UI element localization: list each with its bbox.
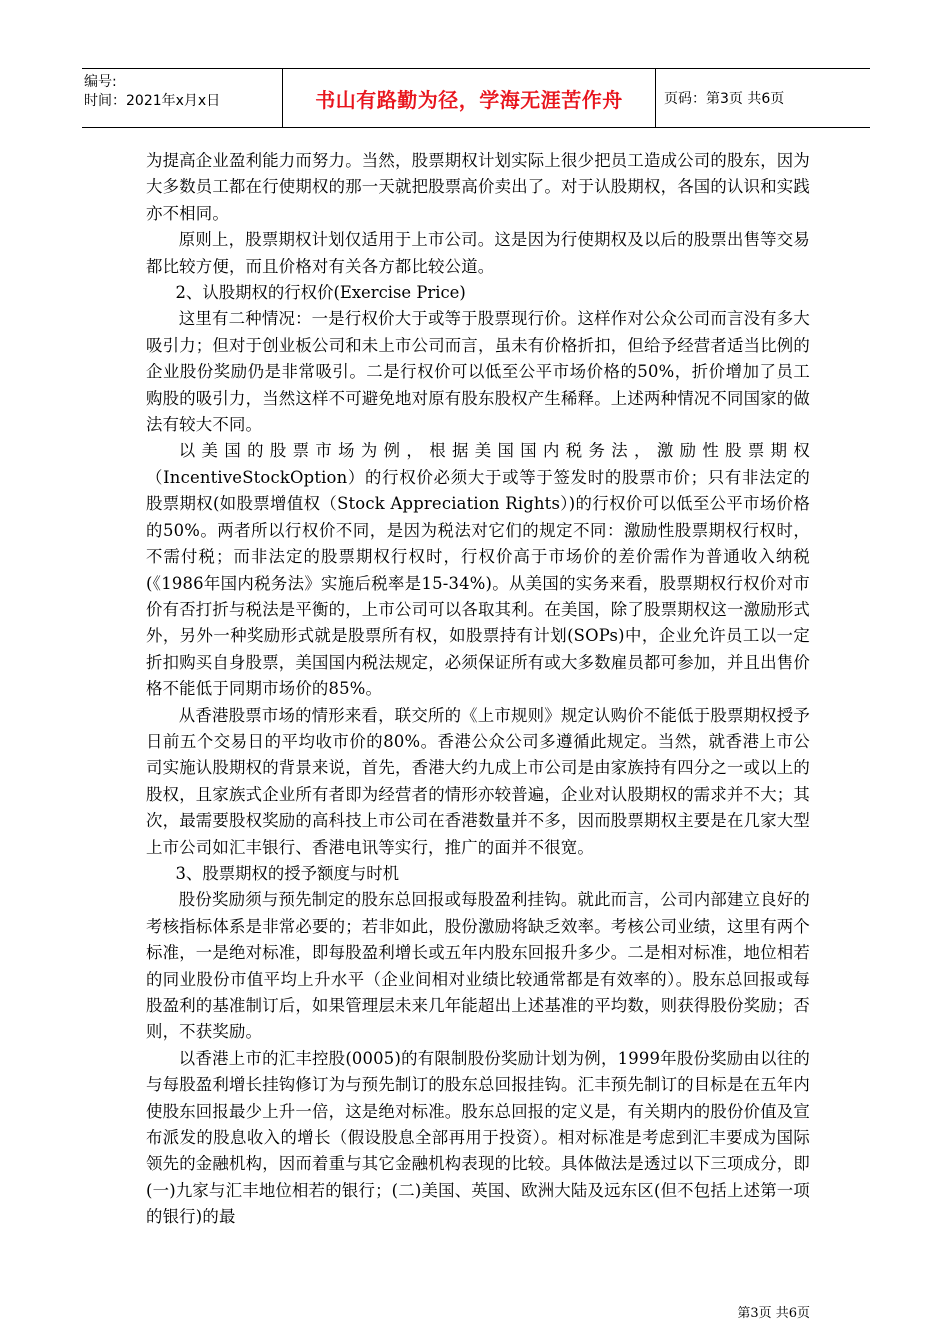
header-page-code: 页码：第3页 共6页 [664, 91, 785, 107]
doc-number-label: 编号: [84, 74, 117, 90]
section-heading: 3、股票期权的授予额度与时机 [175, 863, 400, 883]
page-header [82, 68, 870, 128]
paragraph: 股份奖励须与预先制定的股东总回报或每股盈利挂钩。就此而言，公司内部建立良好的考核指标体系是非常必要的；若非如此，股份激励将缺乏效率。考核公司业绩，这里有两个标准，一是绝对标准，即每股盈利增长或五年内股东回报升多少。二是相对标准，地位相若的同业股份市值平均上升水平（企业间相对业绩比较通常都是有效率的）。股东总回报或每股盈利的基准制订后，如果管理层未来几年能超出上述基准的平均数，则获得股份奖励；否则，不获奖励。 [146, 890, 810, 1042]
paragraph: 为提高企业盈利能力而努力。当然，股票期权计划实际上很少把员工造成公司的股东，因为大多数员工都在行使期权的那一天就把股票高价卖出了。对于认股期权，各国的认识和实践亦不相同。 [146, 151, 810, 223]
doc-time-label: 时间：2021年x月x日 [84, 93, 221, 109]
document-body [146, 148, 810, 1231]
paragraph: 原则上，股票期权计划仅适用于上市公司。这是因为行使期权及以后的股票出售等交易都比较方便，而且价格对有关各方都比较公道。 [146, 230, 810, 276]
paragraph: 以香港上市的汇丰控股(0005)的有限制股份奖励计划为例，1999年股份奖励由以往的与每股盈利增长挂钩修订为与预先制订的股东总回报挂钩。汇丰预先制订的目标是在五年内使股东回报最少上升一倍，这是绝对标准。股东总回报的定义是，有关期内的股份价值及宣布派发的股息收入的增长（假设股息全部再用于投资）。相对标准是考虑到汇丰要成为国际领先的金融机构，因而着重与其它金融机构表现的比较。具体做法是透过以下三项成分，即(一)九家与汇丰地位相若的银行；(二)美国、英国、欧洲大陆及远东区(但不包括上述第一项的银行)的最 [146, 1048, 810, 1227]
header-meta [82, 69, 282, 127]
section-heading: 2、认股期权的行权价(Exercise Price) [175, 283, 466, 303]
page-footer: 第3页 共6页 [737, 1306, 810, 1321]
paragraph: 以美国的股票市场为例，根据美国国内税务法，激励性股票期权（IncentiveStockOption）的行权价必须大于或等于签发时的股票市价；只有非法定的股票期权(如股票增值权（Stock Appreciation Rights）)的行权价可以低至公平市场价格的50%。两者所以行权价不同，是因为税法对它们的规定不同：激励性股票期权行权时，不需付税；而非法定的股票期权行权时，行权价高于市场价的差价需作为普通收入纳税(《1986年国内税务法》实施后税率是15-34%)。从美国的实务来看，股票期权行权价对市价有否打折与税法是平衡的，上市公司可以各取其利。在美国，除了股票期权这一激励形式外，另外一种奖励形式就是股票所有权，如股票持有计划(SOPs)中，企业允许员工以一定折扣购买自身股票，美国国内税法规定，必须保证所有或大多数雇员都可参加，并且出售价格不能低于同期市场价的85%。 [146, 441, 810, 699]
paragraph: 从香港股票市场的情形来看，联交所的《上市规则》规定认购价不能低于股票期权授予日前五个交易日的平均收市价的80%。香港公众公司多遵循此规定。当然，就香港上市公司实施认股期权的背景来说，首先，香港大约九成上市公司是由家族持有四分之一或以上的股权，且家族式企业所有者即为经营者的情形亦较普遍，企业对认股期权的需求并不大；其次，最需要股权奖励的高科技上市公司在香港数量并不多，因而股票期权主要是在几家大型上市公司如汇丰银行、香港电讯等实行，推广的面并不很宽。 [146, 705, 810, 857]
header-motto: 书山有路勤为径，学海无涯苦作舟 [282, 69, 656, 127]
paragraph: 这里有二种情况：一是行权价大于或等于股票现行价。这样作对公众公司而言没有多大吸引力；但对于创业板公司和未上市公司而言，虽未有价格折扣，但给予经营者适当比例的企业股份奖励仍是非常吸引。二是行权价可以低至公平市场价格的50%，折价增加了员工购股的吸引力，当然这样不可避免地对原有股东股权产生稀释。上述两种情况不同国家的做法有较大不同。 [146, 309, 810, 435]
